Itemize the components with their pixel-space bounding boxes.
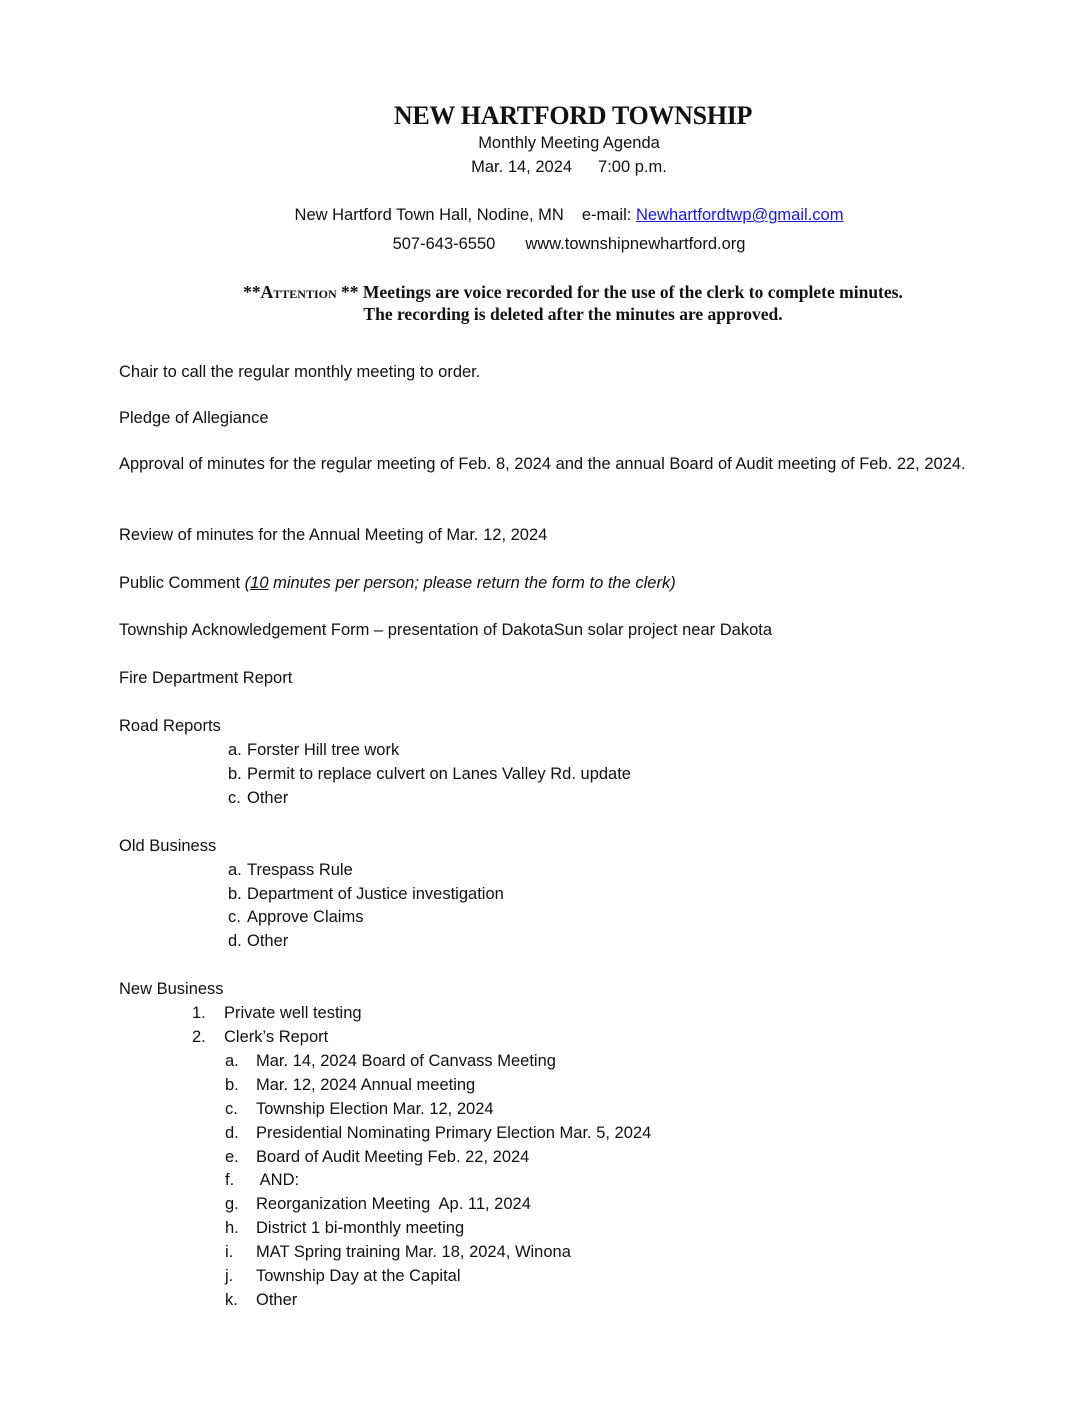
- document-title: NEW HARTFORD TOWNSHIP: [393, 101, 753, 130]
- meeting-time: 7:00 p.m.: [598, 158, 667, 176]
- list-marker: c.: [225, 1100, 238, 1118]
- list-text: Other: [247, 932, 289, 950]
- road-report-item: [228, 762, 631, 786]
- list-marker: b.: [228, 765, 242, 783]
- list-marker: e.: [225, 1148, 239, 1166]
- road-reports-heading: Road Reports: [119, 717, 221, 735]
- notice-line-2: The recording is deleted after the minutes are approved.: [363, 304, 783, 324]
- clerk-report-item: [225, 1192, 531, 1216]
- list-marker: 2.: [192, 1028, 206, 1046]
- old-business-heading: Old Business: [119, 837, 217, 855]
- list-marker: 1.: [192, 1004, 206, 1022]
- agenda-call-to-order: Chair to call the regular monthly meeting to order.: [119, 363, 481, 381]
- clerk-report-item: [225, 1216, 464, 1240]
- notice-line-1: [0, 281, 1088, 303]
- road-report-item: [228, 786, 288, 810]
- meeting-datetime: [0, 158, 1088, 177]
- road-report-item: [228, 738, 399, 762]
- old-business-item: [228, 858, 353, 882]
- list-text: Trespass Rule: [247, 861, 353, 879]
- new-business-heading: New Business: [119, 980, 224, 998]
- old-business-item: [228, 929, 288, 953]
- list-marker: c.: [228, 908, 241, 926]
- list-marker: b.: [225, 1076, 239, 1094]
- list-marker: c.: [228, 789, 241, 807]
- meeting-location: New Hartford Town Hall, Nodine, MN: [294, 206, 564, 224]
- list-text: Township Day at the Capital: [256, 1267, 461, 1285]
- list-text: Other: [256, 1291, 298, 1309]
- clerk-report-item: [225, 1097, 494, 1121]
- email-label: e-mail:: [581, 206, 632, 224]
- phone-website-line: [0, 235, 1088, 254]
- old-business-item: [228, 905, 363, 929]
- agenda-fire-report: Fire Department Report: [119, 669, 293, 687]
- list-text: MAT Spring training Mar. 18, 2024, Winona: [256, 1243, 571, 1261]
- list-text: AND:: [256, 1171, 300, 1189]
- clerk-report-item: [225, 1168, 299, 1192]
- clerk-report-item: [225, 1073, 475, 1097]
- list-text: Private well testing: [224, 1004, 362, 1022]
- recording-notice: [0, 281, 1088, 325]
- list-text: Mar. 12, 2024 Annual meeting: [256, 1076, 476, 1094]
- notice-attention: Attention: [260, 282, 337, 302]
- clerk-report-item: [225, 1049, 556, 1073]
- list-text: Board of Audit Meeting Feb. 22, 2024: [256, 1148, 530, 1166]
- document-subtitle: Monthly Meeting Agenda: [478, 134, 660, 152]
- clerk-report-item: [225, 1264, 461, 1288]
- list-marker: k.: [225, 1291, 238, 1309]
- list-marker: a.: [225, 1052, 239, 1070]
- agenda-approval-minutes: Approval of minutes for the regular meeting of Feb. 8, 2024 and the annual Board of Audit meeting of Feb. 22, 2024.: [119, 455, 966, 473]
- agenda-pledge: Pledge of Allegiance: [119, 409, 269, 427]
- old-business-item: [228, 882, 504, 906]
- email-link[interactable]: Newhartfordtwp@gmail.com: [635, 206, 844, 224]
- list-marker: d.: [225, 1124, 239, 1142]
- public-comment-open: (: [244, 574, 251, 592]
- list-text: Other: [247, 789, 289, 807]
- public-comment-minutes: 10: [250, 574, 269, 592]
- list-marker: b.: [228, 885, 242, 903]
- list-text: Presidential Nominating Primary Election Mar. 5, 2024: [256, 1124, 652, 1142]
- list-marker: a.: [228, 861, 242, 879]
- list-marker: i.: [225, 1243, 234, 1261]
- list-marker: d.: [228, 932, 242, 950]
- clerk-report-item: [225, 1121, 651, 1145]
- list-marker: h.: [225, 1219, 239, 1237]
- notice-prefix: **: [243, 282, 261, 302]
- list-text: Township Election Mar. 12, 2024: [256, 1100, 494, 1118]
- list-text: Clerk’s Report: [224, 1028, 329, 1046]
- list-marker: f.: [225, 1171, 235, 1189]
- list-text: Reorganization Meeting Ap. 11, 2024: [256, 1195, 531, 1213]
- list-text: District 1 bi-monthly meeting: [256, 1219, 465, 1237]
- phone-number: 507-643-6550: [392, 235, 496, 253]
- meeting-date: Mar. 14, 2024: [471, 158, 573, 176]
- list-text: Permit to replace culvert on Lanes Valley Rd. update: [247, 765, 631, 783]
- new-business-item: [192, 1001, 362, 1025]
- list-text: Forster Hill tree work: [247, 741, 400, 759]
- agenda-acknowledgement: Township Acknowledgement Form – presentation of DakotaSun solar project near Dakota: [119, 621, 773, 639]
- agenda-review-minutes: Review of minutes for the Annual Meeting of Mar. 12, 2024: [119, 526, 548, 544]
- agenda-public-comment: [119, 571, 676, 595]
- public-comment-rest: minutes per person; please return the form to the clerk): [268, 574, 676, 592]
- list-text: Approve Claims: [247, 908, 364, 926]
- clerk-report-item: [225, 1288, 297, 1312]
- notice-text: ** Meetings are voice recorded for the use of the clerk to complete minutes.: [336, 282, 903, 302]
- list-marker: j.: [225, 1267, 234, 1285]
- list-marker: a.: [228, 741, 242, 759]
- list-text: Mar. 14, 2024 Board of Canvass Meeting: [256, 1052, 556, 1070]
- contact-line: [0, 206, 1088, 225]
- list-text: Department of Justice investigation: [247, 885, 504, 903]
- clerk-report-item: [225, 1145, 529, 1169]
- public-comment-label: Public Comment: [119, 574, 245, 592]
- website: www.townshipnewhartford.org: [525, 235, 746, 253]
- new-business-item: [192, 1025, 328, 1049]
- list-marker: g.: [225, 1195, 239, 1213]
- clerk-report-item: [225, 1240, 571, 1264]
